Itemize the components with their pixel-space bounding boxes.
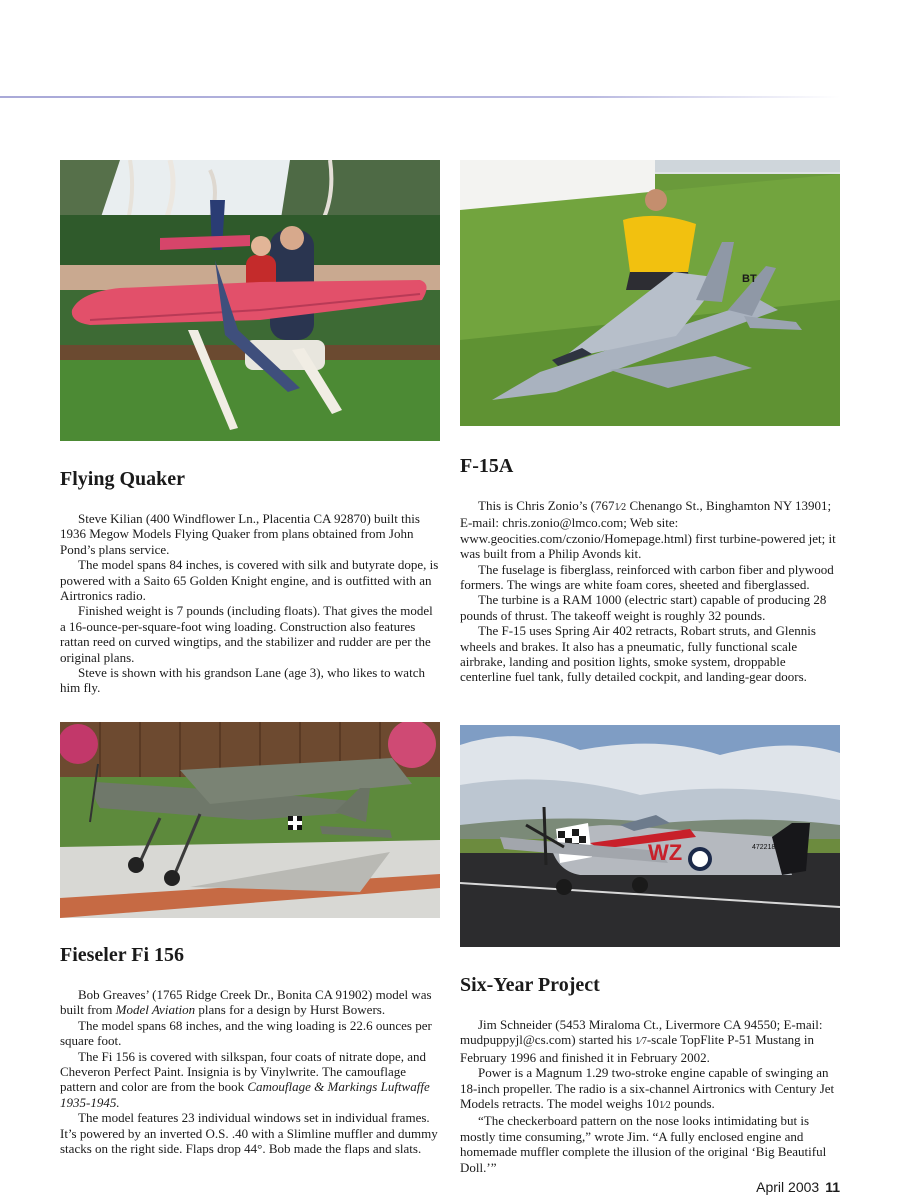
photo-flying-quaker (60, 160, 440, 441)
fraction: 1⁄2 (614, 502, 627, 513)
paragraph: The model spans 84 inches, is covered with silk and butyrate dope, is powered with a Saito 65 Golden Knight engine, and is outfitted with an Airtronics radio. (60, 557, 439, 604)
photo-p51-mustang (460, 725, 840, 947)
paragraph: Steve Kilian (400 Windflower Ln., Placentia CA 92870) built this 1936 Megow Models Flying Quaker from plans obtained from John Pond’s plans service. (60, 511, 420, 557)
photo-fieseler-fi156 (60, 722, 440, 918)
photo-f15a (460, 160, 840, 426)
heading-flying-quaker: Flying Quaker (60, 468, 186, 490)
paragraph: Steve is shown with his grandson Lane (age 3), who likes to watch him fly. (60, 665, 425, 696)
paragraph: “The checkerboard pattern on the nose looks intimidating but is mostly time consuming,” wrote Jim. “A fully enclosed engine and homemade muffler complete the illusion of the original ‘Big Beautiful Doll.’” (460, 1113, 827, 1175)
paragraph: This is Chris Zonio’s (7671⁄2 Chenango St., Binghamton NY 13901; E-mail: chris.zonio@lmco.com; Web site: www.geocities.com/czonio/Homepage.html) first turbine-powered jet; it was built from a Philip Avonds kit. (460, 498, 836, 562)
page-number: 11 (825, 1179, 840, 1195)
page-footer (756, 1179, 840, 1195)
paragraph: Jim Schneider (5453 Miraloma Ct., Livermore CA 94550; E-mail: mudpuppyjl@cs.com) started his 1⁄7-scale TopFlite P-51 Mustang in February 1996 and finished it in February 2002. (460, 1017, 823, 1065)
paragraph: Finished weight is 7 pounds (including floats). That gives the model a 16-ounce-per-square-foot wing loading. Construction also features rattan reed on curved wingtips, and the stabilizer and rudder are per the original plans. (60, 603, 433, 665)
issue-date: April 2003 (756, 1179, 820, 1195)
paragraph: The Fi 156 is covered with silkspan, four coats of nitrate dope, and Cheveron Perfect Paint. Insignia is by Vinylwrite. The camouflage pattern and color are from the book Camouflage & Markings Luftwaffe 1935-1945. (60, 1048, 430, 1110)
p51-side-code: WZ (648, 840, 683, 865)
paragraph: Power is a Magnum 1.29 two-stroke engine capable of swinging an 18-inch propeller. The radio is a six-channel Airtronics with Century Jet Models retracts. The model weighs 101⁄2 pounds. (460, 1065, 835, 1112)
fraction: 1⁄7 (635, 1036, 647, 1048)
paragraph: The F-15 uses Spring Air 402 retracts, Robart struts, and Glennis wheels and brakes. It also has a pneumatic, fully functional scale airbrake, landing and position lights, smoke system, droppable centerline fuel tank, fully detailed cockpit, and landing-gear doors. (460, 623, 816, 685)
section-fieseler-fi156 (60, 944, 440, 1156)
paragraph: The model spans 68 inches, and the wing loading is 22.6 ounces per square foot. (60, 1017, 432, 1049)
section-f15a (460, 455, 840, 685)
section-flying-quaker (60, 468, 440, 696)
paragraph: Bob Greaves’ (1765 Ridge Creek Dr., Bonita CA 91902) model was built from Model Aviation plans for a design by Hurst Bowers. (60, 987, 432, 1018)
heading-fieseler-fi156: Fieseler Fi 156 (60, 944, 185, 966)
heading-f15a: F-15A (460, 455, 514, 477)
f15-tail-code: BT (742, 273, 757, 285)
fraction: 1⁄2 (659, 1100, 671, 1112)
heading-six-year-project: Six-Year Project (460, 974, 600, 996)
section-six-year-project (460, 974, 840, 1175)
paragraph: The model features 23 individual windows set in individual frames. It’s powered by an inverted O.S. .40 with a Slimline muffler and dummy stacks on the right side. Flaps drop 44°. Bob made the flaps and slats. (60, 1110, 438, 1157)
top-rule (0, 96, 840, 98)
p51-serial: 472218 (752, 844, 776, 851)
paragraph: The turbine is a RAM 1000 (electric start) capable of producing 28 pounds of thrust. The takeoff weight is roughly 32 pounds. (460, 592, 827, 623)
paragraph: The fuselage is fiberglass, reinforced with carbon fiber and plywood formers. The wings are white foam cores, sheeted and fiberglassed. (460, 561, 834, 593)
